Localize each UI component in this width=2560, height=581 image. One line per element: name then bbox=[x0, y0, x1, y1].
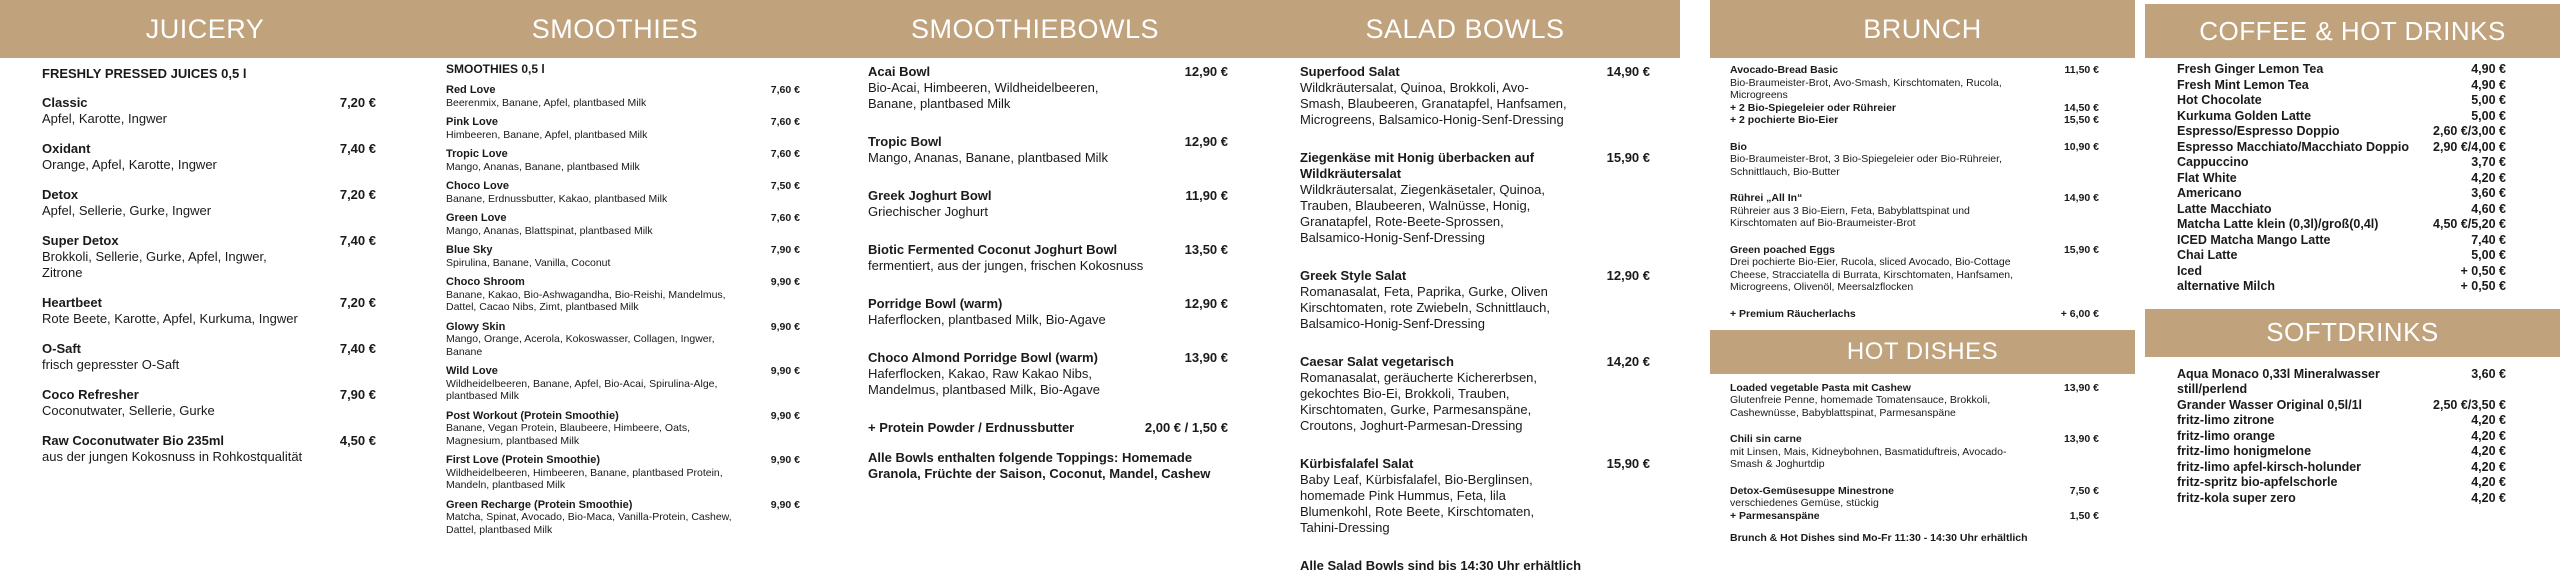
drink-item bbox=[2177, 491, 2506, 507]
extra-label: + 2 pochierte Bio-Eier bbox=[1730, 114, 1839, 126]
item-name: Superfood Salat bbox=[1300, 64, 1400, 79]
drink-name: Chai Latte bbox=[2177, 248, 2238, 262]
coffee-list bbox=[2145, 58, 2560, 295]
item-description: Banane, Erdnussbutter, Kakao, plantbased Milk bbox=[446, 192, 668, 205]
item-description: Beerenmix, Banane, Apfel, plantbased Milk bbox=[446, 96, 647, 109]
item-name: Acai Bowl bbox=[868, 64, 931, 79]
item-description: Glutenfreie Penne, homemade Tomatensauce, Brokkoli, Cashewnüsse, Babyblattspinat, Parmesanspäne bbox=[1730, 394, 1991, 419]
menu-item bbox=[446, 148, 800, 173]
menu-item bbox=[42, 387, 376, 419]
item-description: fermentiert, aus der jungen, frischen Kokosnuss bbox=[868, 258, 1144, 273]
drink-item bbox=[2177, 155, 2506, 171]
menu-item bbox=[1730, 382, 2099, 420]
item-name: Bio bbox=[1730, 140, 1747, 153]
item-name: Green Recharge (Protein Smoothie) bbox=[446, 498, 633, 511]
item-price: 11,50 € bbox=[2064, 64, 2099, 76]
item-name: Red Love bbox=[446, 84, 496, 96]
item-description: Wildkräutersalat, Ziegenkäsetaler, Quinoa, Trauben, Blaubeeren, Walnüsse, Honig, Granatapfel, Rote-Beete-Sprossen, Balsamico-Honig-Senf-Dressing bbox=[1300, 182, 1545, 245]
menu-item bbox=[1730, 433, 2099, 471]
smoothies-header bbox=[410, 0, 820, 58]
item-price: 7,20 € bbox=[339, 95, 376, 110]
item-description: Rote Beete, Karotte, Apfel, Kurkuma, Ingwer bbox=[42, 311, 298, 326]
menu-item bbox=[42, 187, 376, 219]
menu-item bbox=[1300, 354, 1650, 434]
item-price: 7,20 € bbox=[339, 295, 376, 310]
item-description: mit Linsen, Mais, Kidneybohnen, Basmatiduftreis, Avocado-Smash & Joghurtdip bbox=[1730, 445, 2007, 470]
item-name: First Love (Protein Smoothie) bbox=[446, 454, 601, 466]
item-price: 13,90 € bbox=[1184, 350, 1228, 365]
drink-name: Espresso Macchiato/Macchiato Doppio bbox=[2177, 139, 2409, 154]
item-description: Himbeeren, Banane, Apfel, plantbased Milk bbox=[446, 128, 648, 141]
coffee-column bbox=[2145, 0, 2560, 506]
item-price: 7,60 € bbox=[770, 84, 800, 96]
item-name: Green Love bbox=[446, 212, 507, 224]
item-description: Spirulina, Banane, Vanilla, Coconut bbox=[446, 256, 611, 269]
item-name: Detox-Gemüsesuppe Minestrone bbox=[1730, 484, 1894, 497]
drink-item bbox=[2177, 109, 2506, 125]
drink-item bbox=[2177, 475, 2506, 491]
item-description: Baby Leaf, Kürbisfalafel, Bio-Berglinsen, homemade Pink Hummus, Feta, lila Blumenkohl, Rote Beete, Kirschtomaten, Tahini-Dressing bbox=[1300, 472, 1535, 535]
menu-item bbox=[868, 350, 1228, 398]
menu-item bbox=[868, 64, 1228, 112]
item-price: 10,90 € bbox=[2063, 140, 2099, 153]
drink-name: Americano bbox=[2177, 186, 2242, 200]
soft-list bbox=[2145, 357, 2560, 507]
drink-name: Hot Chocolate bbox=[2177, 93, 2262, 107]
item-price: 7,90 € bbox=[770, 244, 800, 256]
item-price: 7,40 € bbox=[339, 341, 376, 356]
menu-item bbox=[868, 134, 1228, 166]
salads-title: SALAD BOWLS bbox=[1365, 13, 1565, 44]
premium-addon bbox=[1730, 308, 2099, 320]
hot-title: HOT DISHES bbox=[1846, 337, 1999, 365]
item-name: Heartbeet bbox=[42, 295, 102, 310]
item-price: 15,90 € bbox=[2063, 243, 2099, 256]
item-extra bbox=[1730, 510, 2099, 523]
drink-price: 4,20 € bbox=[2471, 444, 2506, 458]
item-description: Matcha, Spinat, Avocado, Bio-Maca, Vanilla-Protein, Cashew, Dattel, plantbased Milk bbox=[446, 511, 732, 536]
menu-item bbox=[1730, 244, 2099, 294]
brunch-title: BRUNCH bbox=[1863, 13, 1982, 44]
item-name: Avocado-Bread Basic bbox=[1730, 64, 1839, 76]
item-name: Raw Coconutwater Bio 235ml bbox=[42, 433, 225, 448]
item-price: 15,90 € bbox=[1606, 150, 1650, 165]
item-price: 9,90 € bbox=[770, 365, 800, 377]
item-price: 7,50 € bbox=[2069, 484, 2099, 497]
drink-name: Fresh Mint Lemon Tea bbox=[2177, 77, 2309, 92]
item-price: 7,60 € bbox=[770, 212, 800, 224]
item-name: Green poached Eggs bbox=[1730, 243, 1836, 256]
item-price: 12,90 € bbox=[1184, 296, 1228, 311]
hot-availability-note: Brunch & Hot Dishes sind Mo-Fr 11:30 - 14:30 Uhr erhältlich bbox=[1730, 532, 2028, 544]
extra-label: + Parmesanspäne bbox=[1730, 509, 1820, 522]
bowls-column bbox=[820, 0, 1250, 482]
drink-price: 2,90 €/4,00 € bbox=[2433, 139, 2506, 154]
drink-name: fritz-limo zitrone bbox=[2177, 413, 2275, 427]
drink-price: + 0,50 € bbox=[2460, 279, 2506, 293]
item-description: Mango, Orange, Acerola, Kokoswasser, Collagen, Ingwer, Banane bbox=[446, 333, 715, 358]
item-description: Romanasalat, Feta, Paprika, Gurke, Oliven Kirschtomaten, rote Zwiebeln, Schnittlauch, Balsamico-Honig-Senf-Dressing bbox=[1300, 284, 1551, 331]
menu-item bbox=[1300, 456, 1650, 536]
item-description: Haferflocken, plantbased Milk, Bio-Agave bbox=[868, 312, 1106, 327]
juicery-subtitle: FRESHLY PRESSED JUICES 0,5 l bbox=[42, 66, 247, 81]
item-extra bbox=[1730, 102, 2099, 115]
item-price: 7,40 € bbox=[339, 141, 376, 156]
drink-price: 4,20 € bbox=[2471, 475, 2506, 489]
item-price: 9,90 € bbox=[770, 498, 800, 511]
drink-price: 4,20 € bbox=[2471, 490, 2506, 505]
drink-price: 2,60 €/3,00 € bbox=[2433, 124, 2506, 138]
brunch-header bbox=[1710, 0, 2135, 58]
item-price: 7,20 € bbox=[339, 187, 376, 202]
menu-item bbox=[446, 454, 800, 492]
item-name: Blue Sky bbox=[446, 244, 493, 256]
premium-label: + Premium Räucherlachs bbox=[1730, 307, 1856, 320]
drink-item bbox=[2177, 398, 2506, 414]
soft-title: SOFTDRINKS bbox=[2266, 317, 2439, 347]
item-name: Kürbisfalafel Salat bbox=[1300, 456, 1414, 471]
item-extra bbox=[1730, 114, 2099, 127]
menu-item bbox=[446, 244, 800, 269]
item-name: Biotic Fermented Coconut Joghurt Bowl bbox=[868, 242, 1118, 257]
drink-item bbox=[2177, 202, 2506, 218]
item-description: Coconutwater, Sellerie, Gurke bbox=[42, 403, 215, 418]
menu-item bbox=[446, 365, 800, 403]
drink-item bbox=[2177, 444, 2506, 460]
item-description: Banane, Vegan Protein, Blaubeere, Himbeere, Oats, Magnesium, plantbased Milk bbox=[446, 422, 690, 447]
item-description: Orange, Apfel, Karotte, Ingwer bbox=[42, 157, 217, 172]
drink-name: fritz-limo orange bbox=[2177, 428, 2275, 443]
drink-item bbox=[2177, 93, 2506, 109]
menu-item bbox=[446, 212, 800, 237]
drink-name: Fresh Ginger Lemon Tea bbox=[2177, 62, 2324, 76]
drink-price: 5,00 € bbox=[2471, 93, 2506, 107]
menu-item bbox=[446, 84, 800, 109]
item-name: Detox bbox=[42, 187, 79, 202]
item-description: Apfel, Sellerie, Gurke, Ingwer bbox=[42, 203, 212, 218]
drink-item bbox=[2177, 171, 2506, 187]
drink-price: 5,00 € bbox=[2471, 108, 2506, 123]
item-description: Mango, Ananas, Banane, plantbased Milk bbox=[868, 150, 1108, 165]
item-description: Mango, Ananas, Banane, plantbased Milk bbox=[446, 160, 640, 173]
item-price: 13,90 € bbox=[2063, 381, 2099, 394]
coffee-title: COFFEE & HOT DRINKS bbox=[2199, 15, 2506, 46]
drink-price: 4,20 € bbox=[2471, 413, 2506, 427]
item-description: Bio-Acai, Himbeeren, Wildheidelbeeren, Banane, plantbased Milk bbox=[868, 80, 1099, 111]
item-name: Pink Love bbox=[446, 116, 498, 128]
bowls-title: SMOOTHIEBOWLS bbox=[910, 13, 1160, 44]
drink-price: 3,70 € bbox=[2471, 155, 2506, 169]
item-description: frisch gepresster O-Saft bbox=[42, 357, 180, 372]
item-price: 9,90 € bbox=[770, 409, 800, 422]
item-name: Choco Love bbox=[446, 180, 509, 192]
menu-item bbox=[1300, 150, 1650, 246]
drink-price: 4,50 €/5,20 € bbox=[2433, 217, 2506, 231]
bowls-header bbox=[820, 0, 1250, 58]
item-description: verschiedenes Gemüse, stückig bbox=[1730, 497, 1879, 509]
menu-item bbox=[868, 242, 1228, 274]
drink-name: fritz-kola super zero bbox=[2177, 490, 2296, 505]
bowls-list bbox=[820, 58, 1250, 482]
item-name: Choco Almond Porridge Bowl (warm) bbox=[868, 350, 1098, 365]
item-description: Wildkräutersalat, Quinoa, Brokkoli, Avo-Smash, Blaubeeren, Granatapfel, Hanfsamen, Microgreens, Balsamico-Honig-Senf-Dressing bbox=[1300, 80, 1567, 127]
juicery-header bbox=[0, 0, 410, 58]
item-price: 4,50 € bbox=[339, 433, 376, 448]
item-price: 9,90 € bbox=[770, 454, 800, 466]
drink-item bbox=[2177, 217, 2506, 233]
item-name: Caesar Salat vegetarisch bbox=[1300, 354, 1454, 369]
menu-item bbox=[446, 499, 800, 537]
item-name: Ziegenkäse mit Honig überbacken auf Wildkräutersalat bbox=[1300, 150, 1535, 181]
drink-price: 7,40 € bbox=[2471, 232, 2506, 247]
menu-item bbox=[42, 141, 376, 173]
drink-item bbox=[2177, 62, 2506, 78]
extra-label: + 2 Bio-Spiegeleier oder Rühreier bbox=[1730, 101, 1897, 114]
menu-item bbox=[1300, 268, 1650, 332]
salads-header bbox=[1250, 0, 1680, 58]
item-price: 9,90 € bbox=[770, 276, 800, 288]
drink-item bbox=[2177, 186, 2506, 202]
drink-name: alternative Milch bbox=[2177, 279, 2275, 293]
drink-name: Flat White bbox=[2177, 170, 2237, 185]
drink-price: 4,60 € bbox=[2471, 201, 2506, 216]
item-price: 7,40 € bbox=[339, 233, 376, 248]
hot-list bbox=[1710, 374, 2135, 545]
item-price: 9,90 € bbox=[770, 320, 800, 333]
menu-item bbox=[446, 116, 800, 141]
drink-item bbox=[2177, 429, 2506, 445]
coffee-header bbox=[2145, 4, 2560, 58]
item-name: Rührei „All In“ bbox=[1730, 192, 1803, 204]
menu-item bbox=[446, 321, 800, 359]
item-price: 14,90 € bbox=[1606, 64, 1650, 79]
premium-price: + 6,00 € bbox=[2060, 307, 2099, 320]
drink-price: 3,60 € bbox=[2471, 366, 2506, 381]
menu-item bbox=[868, 188, 1228, 220]
drink-price: + 0,50 € bbox=[2460, 263, 2506, 278]
menu-item bbox=[1730, 141, 2099, 179]
item-description: Wildheidelbeeren, Banane, Apfel, Bio-Acai, Spirulina-Alge, plantbased Milk bbox=[446, 377, 718, 402]
drink-name: Aqua Monaco 0,33l Mineralwasser still/perlend bbox=[2177, 366, 2380, 396]
drink-name: fritz-limo honigmelone bbox=[2177, 444, 2312, 458]
smoothies-subtitle: SMOOTHIES 0,5 l bbox=[446, 62, 545, 76]
item-description: Romanasalat, geräucherte Kichererbsen, gekochtes Bio-Ei, Brokkoli, Trauben, Kirschtomaten, Gurke, Parmesanspäne, Croutons, Joghurt-Parmesan-Dressing bbox=[1300, 370, 1538, 433]
smoothies-column bbox=[410, 0, 820, 543]
item-name: Coco Refresher bbox=[42, 387, 139, 402]
salads-column bbox=[1250, 0, 1680, 574]
item-description: Wildheidelbeeren, Himbeeren, Banane, plantbased Protein, Mandeln, plantbased Milk bbox=[446, 466, 723, 491]
drink-item bbox=[2177, 460, 2506, 476]
item-description: Haferflocken, Kakao, Raw Kakao Nibs, Mandelmus, plantbased Milk, Bio-Agave bbox=[868, 366, 1100, 397]
item-price: 13,90 € bbox=[2063, 433, 2099, 445]
protein-label: + Protein Powder / Erdnussbutter bbox=[868, 420, 1075, 435]
bowls-toppings-note: Alle Bowls enthalten folgende Toppings: Homemade Granola, Früchte der Saison, Coconut, Mandel, Cashew bbox=[868, 450, 1211, 481]
drink-price: 4,90 € bbox=[2471, 62, 2506, 76]
smoothies-list bbox=[410, 58, 820, 536]
item-description: Apfel, Karotte, Ingwer bbox=[42, 111, 168, 126]
drink-name: Matcha Latte klein (0,3l)/groß(0,4l) bbox=[2177, 217, 2379, 231]
extra-price: 1,50 € bbox=[2069, 509, 2099, 522]
item-price: 12,90 € bbox=[1606, 268, 1650, 283]
drink-name: Cappuccino bbox=[2177, 155, 2249, 169]
brunch-list bbox=[1710, 58, 2135, 294]
item-name: Oxidant bbox=[42, 141, 91, 156]
drink-name: Kurkuma Golden Latte bbox=[2177, 108, 2312, 123]
item-price: 7,50 € bbox=[770, 180, 800, 192]
item-name: Super Detox bbox=[42, 233, 119, 248]
protein-addon bbox=[868, 420, 1228, 436]
salads-availability-note: Alle Salad Bowls sind bis 14:30 Uhr erhältlich bbox=[1300, 558, 1582, 573]
item-price: 11,90 € bbox=[1185, 188, 1228, 203]
juicery-column bbox=[0, 0, 410, 479]
item-name: Loaded vegetable Pasta mit Cashew bbox=[1730, 381, 1911, 394]
drink-name: Grander Wasser Original 0,5l/1l bbox=[2177, 397, 2363, 412]
drink-price: 5,00 € bbox=[2471, 248, 2506, 262]
drink-item bbox=[2177, 78, 2506, 94]
drink-name: fritz-limo apfel-kirsch-holunder bbox=[2177, 459, 2362, 474]
menu-item bbox=[868, 296, 1228, 328]
drink-price: 2,50 €/3,50 € bbox=[2433, 397, 2506, 412]
item-price: 14,20 € bbox=[1606, 354, 1650, 369]
drink-item bbox=[2177, 233, 2506, 249]
menu-item bbox=[1730, 485, 2099, 523]
drink-price: 4,90 € bbox=[2471, 77, 2506, 92]
menu-item bbox=[42, 341, 376, 373]
protein-price: 2,00 € / 1,50 € bbox=[1144, 420, 1228, 435]
menu-item bbox=[42, 95, 376, 127]
menu-item bbox=[1730, 64, 2099, 127]
item-name: Greek Joghurt Bowl bbox=[868, 188, 992, 203]
drink-name: ICED Matcha Mango Latte bbox=[2177, 232, 2331, 247]
soft-header bbox=[2145, 309, 2560, 357]
item-description: Bio-Braumeister-Brot, 3 Bio-Spiegeleier oder Bio-Rühreier, Schnittlauch, Bio-Butter bbox=[1730, 153, 2002, 178]
item-name: Chili sin carne bbox=[1730, 433, 1802, 445]
extra-price: 15,50 € bbox=[2063, 114, 2099, 126]
smoothies-title: SMOOTHIES bbox=[531, 13, 699, 44]
item-name: Wild Love bbox=[446, 365, 498, 377]
juicery-list bbox=[0, 58, 410, 465]
menu-item bbox=[42, 233, 376, 281]
juicery-title: JUICERY bbox=[145, 13, 265, 44]
item-name: Glowy Skin bbox=[446, 320, 506, 333]
item-description: Bio-Braumeister-Brot, Avo-Smash, Kirschtomaten, Rucola, Microgreens bbox=[1730, 76, 2002, 101]
drink-item bbox=[2177, 140, 2506, 156]
menu-item bbox=[446, 410, 800, 448]
menu-item bbox=[42, 295, 376, 327]
drink-item bbox=[2177, 413, 2506, 429]
extra-price: 14,50 € bbox=[2063, 101, 2099, 114]
drink-price: 4,20 € bbox=[2471, 428, 2506, 443]
item-name: Tropic Bowl bbox=[868, 134, 942, 149]
item-price: 7,90 € bbox=[339, 387, 376, 402]
item-description: Banane, Kakao, Bio-Ashwagandha, Bio-Reishi, Mandelmus, Dattel, Cacao Nibs, Zimt, plantbased Milk bbox=[446, 288, 726, 313]
item-description: Griechischer Joghurt bbox=[868, 204, 988, 219]
salads-list bbox=[1250, 58, 1680, 574]
menu-item bbox=[446, 180, 800, 205]
item-price: 12,90 € bbox=[1184, 64, 1228, 79]
item-description: Mango, Ananas, Blattspinat, plantbased Milk bbox=[446, 224, 653, 237]
drink-name: Espresso/Espresso Doppio bbox=[2177, 124, 2340, 138]
item-description: Rühreier aus 3 Bio-Eiern, Feta, Babyblattspinat und Kirschtomaten auf Bio-Braumeister-Brot bbox=[1730, 204, 1970, 229]
item-price: 7,60 € bbox=[770, 116, 800, 128]
drink-item bbox=[2177, 124, 2506, 140]
item-name: O-Saft bbox=[42, 341, 81, 356]
item-price: 15,90 € bbox=[1606, 456, 1650, 471]
drink-price: 4,20 € bbox=[2471, 459, 2506, 474]
hot-header bbox=[1710, 330, 2135, 374]
menu-item bbox=[1300, 64, 1650, 128]
drink-price: 4,20 € bbox=[2471, 170, 2506, 185]
menu-item bbox=[42, 433, 376, 465]
item-price: 13,50 € bbox=[1184, 242, 1228, 257]
drink-item bbox=[2177, 248, 2506, 264]
item-name: Greek Style Salat bbox=[1300, 268, 1407, 283]
drink-name: Iced bbox=[2177, 263, 2203, 278]
menu-item bbox=[446, 276, 800, 314]
drink-item bbox=[2177, 367, 2506, 398]
brunch-column bbox=[1710, 0, 2135, 545]
item-price: 14,90 € bbox=[2063, 192, 2099, 204]
item-price: 12,90 € bbox=[1184, 134, 1228, 149]
item-name: Porridge Bowl (warm) bbox=[868, 296, 1003, 311]
drink-name: fritz-spritz bio-apfelschorle bbox=[2177, 475, 2338, 489]
item-name: Choco Shroom bbox=[446, 276, 525, 288]
item-description: Drei pochierte Bio-Eier, Rucola, sliced Avocado, Bio-Cottage Cheese, Stracciatella di Burrata, Kirschtomaten, Hanfsamen, Microgreens, Olivenöl, Meersalzflocken bbox=[1730, 256, 2014, 293]
item-name: Classic bbox=[42, 95, 88, 110]
drink-name: Latte Macchiato bbox=[2177, 201, 2272, 216]
item-description: Brokkoli, Sellerie, Gurke, Apfel, Ingwer, Zitrone bbox=[42, 249, 267, 280]
menu-item bbox=[1730, 192, 2099, 230]
drink-item bbox=[2177, 279, 2506, 295]
item-name: Tropic Love bbox=[446, 148, 508, 160]
item-description: aus der jungen Kokosnuss in Rohkostqualität bbox=[42, 449, 303, 464]
drink-price: 3,60 € bbox=[2471, 186, 2506, 200]
item-name: Post Workout (Protein Smoothie) bbox=[446, 409, 619, 422]
item-price: 7,60 € bbox=[770, 148, 800, 160]
drink-item bbox=[2177, 264, 2506, 280]
